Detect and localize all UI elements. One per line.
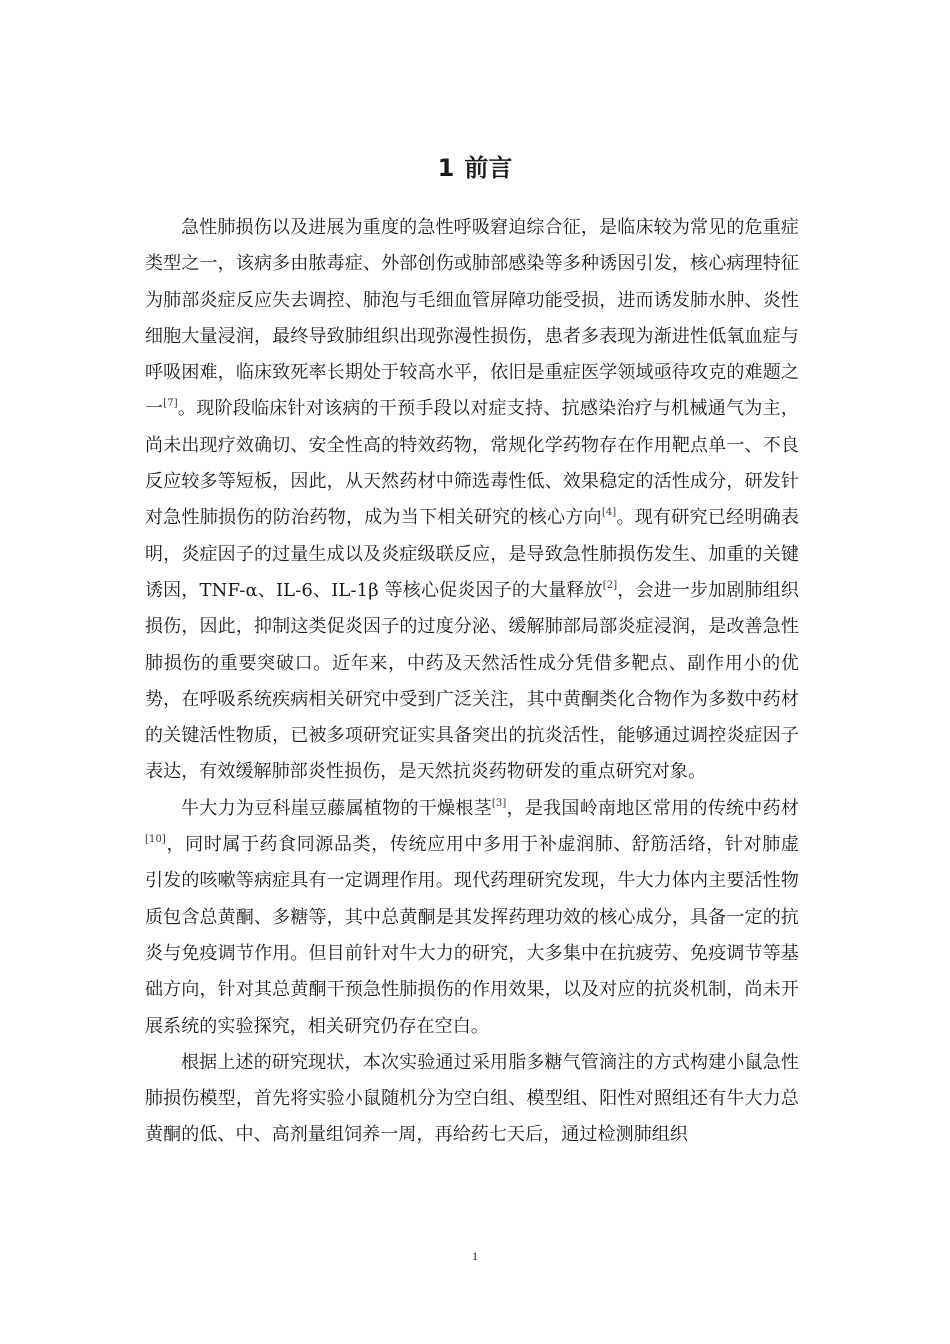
text-run: 。现有研究已经明确表明，炎症因子的过量生成以及炎症级联反应，是导致急性肺损伤发生、加重的关键诱因，TNF-α、IL-6、IL-1β 等核心促炎因子的大量释放 (145, 507, 800, 601)
citation-ref: [3] (491, 797, 507, 809)
page-number: 1 (472, 1249, 478, 1263)
paragraph (145, 791, 799, 1045)
text-run: 。现阶段临床针对该病的干预手段以对症支持、抗感染治疗与机械通气为主，尚未出现疗效确切、安全性高的特效药物，常规化学药物存在作用靶点单一、不良反应较多等短板，因此，从天然药材中筛选毒性低、效果稳定的活性成分，研发针对急性肺损伤的防治药物，成为当下相关研究的核心方向 (145, 398, 799, 529)
text-run: ，同时属于药食同源品类，传统应用中多用于补虚润肺、舒筋活络，针对肺虚引发的咳嗽等病症具有一定调理作用。现代药理研究发现，牛大力体内主要活性物质包含总黄酮、多糖等，其中总黄酮是其发挥药理功效的核心成分，具备一定的抗炎与免疫调节作用。但目前针对牛大力的研究，大多集中在抗疲劳、免疫调节等基础方向，针对其总黄酮干预急性肺损伤的作用效果，以及对应的抗炎机制，尚未开展系统的实验探究，相关研究仍存在空白。 (145, 834, 799, 1037)
text-run: 急性肺损伤以及进展为重度的急性呼吸窘迫综合征，是临床较为常见的危重症类型之一，该病多由脓毒症、外部创伤或肺部感染等多种诱因引发，核心病理特征为肺部炎症反应失去调控、肺泡与毛细血管屏障功能受损，进而诱发肺水肿、炎性细胞大量浸润，最终导致肺组织出现弥漫性损伤，患者多表现为渐进性低氧血症与呼吸困难，临床致死率长期处于较高水平，依旧是重症医学领域亟待攻克的难题之一 (145, 217, 799, 420)
citation-ref: [7] (163, 398, 178, 410)
paragraph (145, 1045, 799, 1154)
text-run: ，会进一步加剧肺组织损伤，因此，抑制这类促炎因子的过度分泌、缓解肺部局部炎症浸润，是改善急性肺损伤的重要突破口。近年来，中药及天然活性成分凭借多靶点、副作用小的优势，在呼吸系统疾病相关研究中受到广泛关注，其中黄酮类化合物作为多数中药材的关键活性物质，已被多项研究证实具备突出的抗炎活性，能够通过调控炎症因子表达，有效缓解肺部炎性损伤，是天然抗炎药物研发的重点研究对象。 (145, 579, 799, 783)
text-run: 根据上述的研究现状，本次实验通过采用脂多糖气管滴注的方式构建小鼠急性肺损伤模型，首先将实验小鼠随机分为空白组、模型组、阳性对照组还有牛大力总黄酮的低、中、高剂量组饲养一周，再给药七天后，通过检测肺组织 (145, 1051, 799, 1146)
body-text (145, 210, 799, 1154)
paragraph (145, 210, 799, 791)
citation-ref: [10] (145, 834, 166, 846)
section-title: 前言 (464, 154, 513, 182)
citation-ref: [4] (601, 507, 617, 519)
text-run: ，是我国岭南地区常用的传统中药材 (506, 797, 799, 819)
section-heading (0, 151, 950, 185)
text-run: 牛大力为豆科崖豆藤属植物的干燥根茎 (181, 797, 492, 819)
citation-ref: [2] (602, 579, 618, 591)
section-number: 1 (437, 154, 455, 182)
